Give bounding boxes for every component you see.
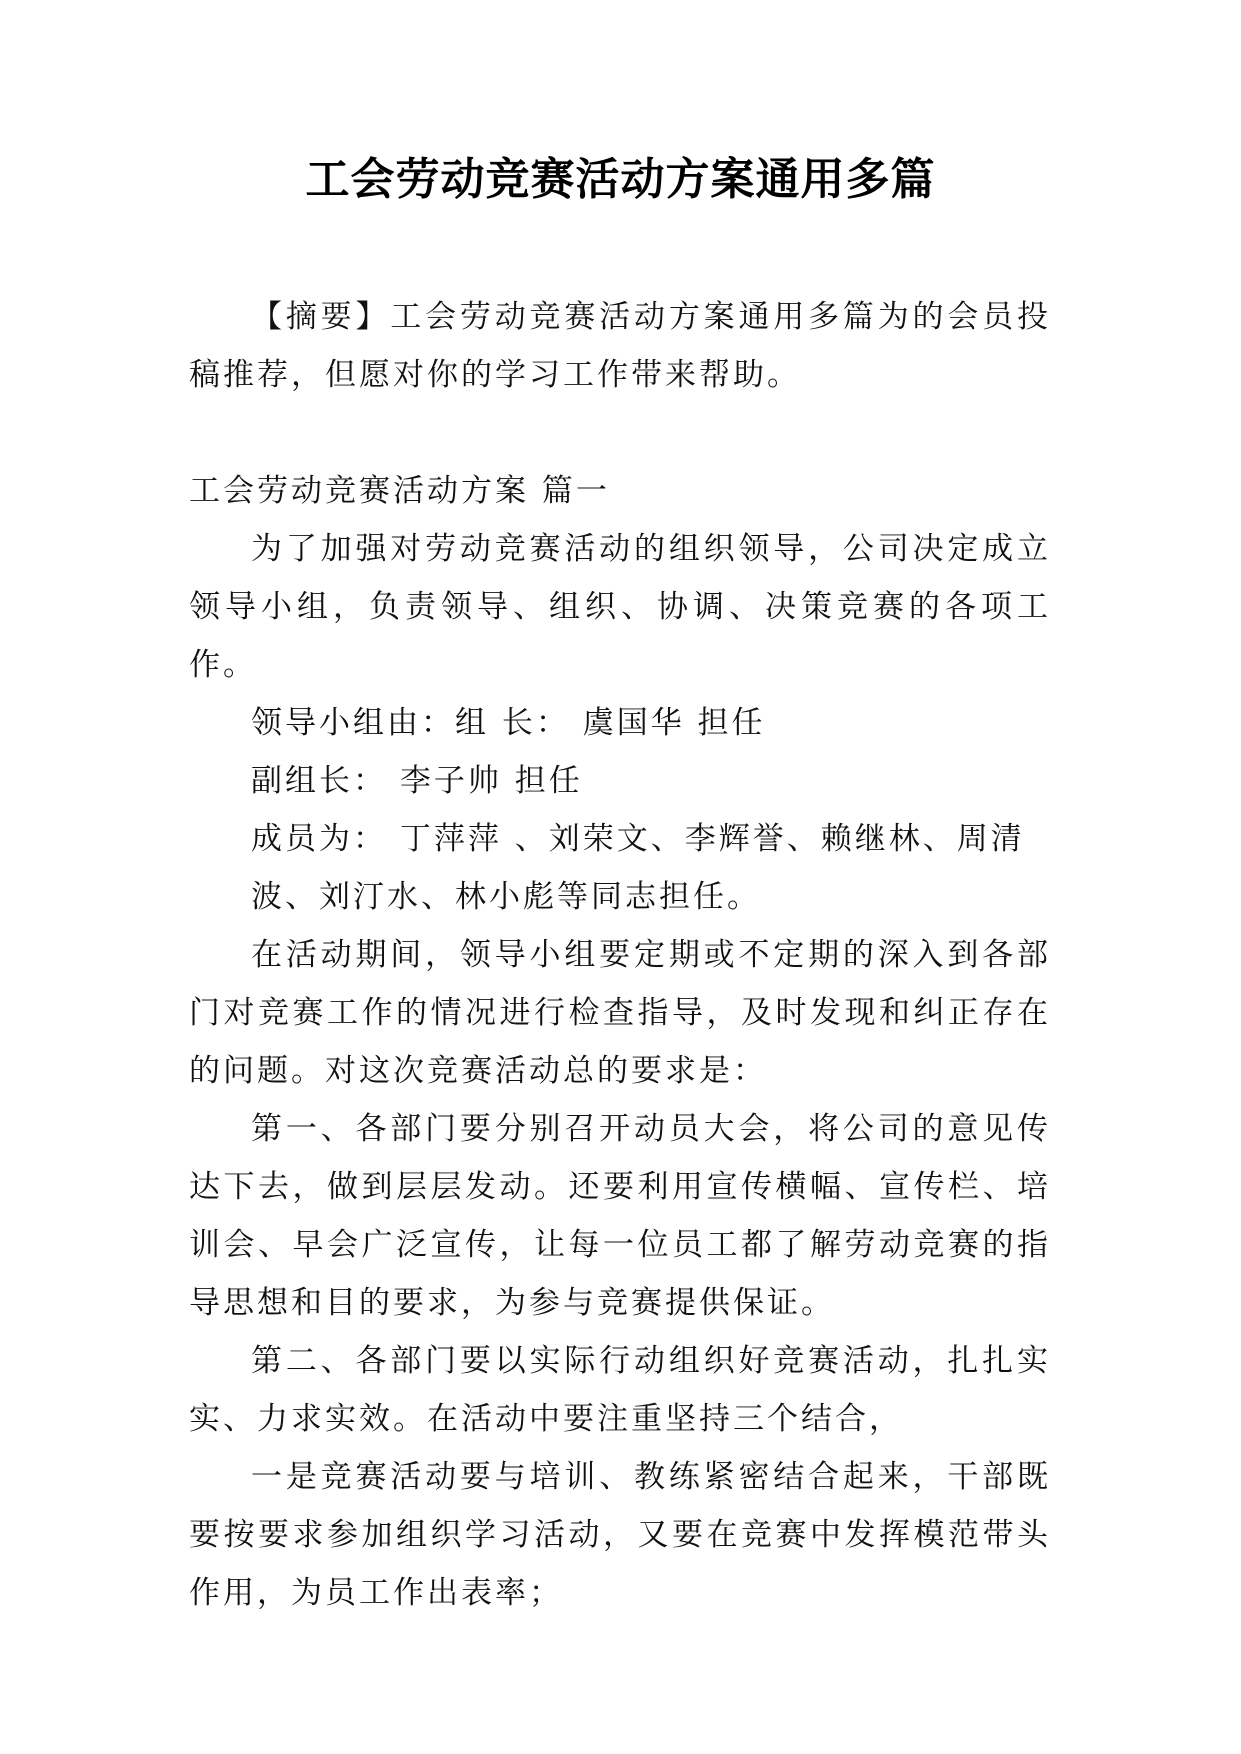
section-heading: 工会劳动竞赛活动方案 篇一 — [189, 473, 610, 509]
document-body — [189, 288, 1051, 1622]
paragraph-leadership: 为了加强对劳动竞赛活动的组织领导，公司决定成立领导小组，负责领导、组织、协调、决策竞赛的各项工作。 — [189, 531, 1051, 683]
paragraph-deputy-leader: 副组长： 李子帅 担任 — [251, 763, 583, 799]
paragraph-group-leader: 领导小组由：组 长： 虞国华 担任 — [251, 705, 766, 741]
paragraph-inspection: 在活动期间，领导小组要定期或不定期的深入到各部门对竞赛工作的情况进行检查指导，及时发现和纠正存在的问题。对这次竞赛活动总的要求是： — [189, 937, 1051, 1089]
document-title: 工会劳动竞赛活动方案通用多篇 — [305, 154, 936, 205]
paragraph-first-requirement: 第一、各部门要分别召开动员大会，将公司的意见传达下去，做到层层发动。还要利用宣传横幅、宣传栏、培训会、早会广泛宣传，让每一位员工都了解劳动竞赛的指导思想和目的要求，为参与竞赛提供保证。 — [189, 1111, 1051, 1321]
paragraph-combination-one: 一是竞赛活动要与培训、教练紧密结合起来，干部既要按要求参加组织学习活动，又要在竞赛中发挥模范带头作用，为员工作出表率； — [189, 1459, 1051, 1611]
blank-line — [189, 404, 1051, 462]
paragraph-second-requirement: 第二、各部门要以实际行动组织好竞赛活动，扎扎实实、力求实效。在活动中要注重坚持三个结合， — [189, 1343, 1051, 1437]
abstract-paragraph: 【摘要】工会劳动竞赛活动方案通用多篇为的会员投稿推荐，但愿对你的学习工作带来帮助。 — [189, 299, 1051, 393]
paragraph-members: 成员为： 丁萍萍 、刘荣文、李辉誉、赖继林、周清波、刘汀水、林小彪等同志担任。 — [251, 821, 1025, 915]
